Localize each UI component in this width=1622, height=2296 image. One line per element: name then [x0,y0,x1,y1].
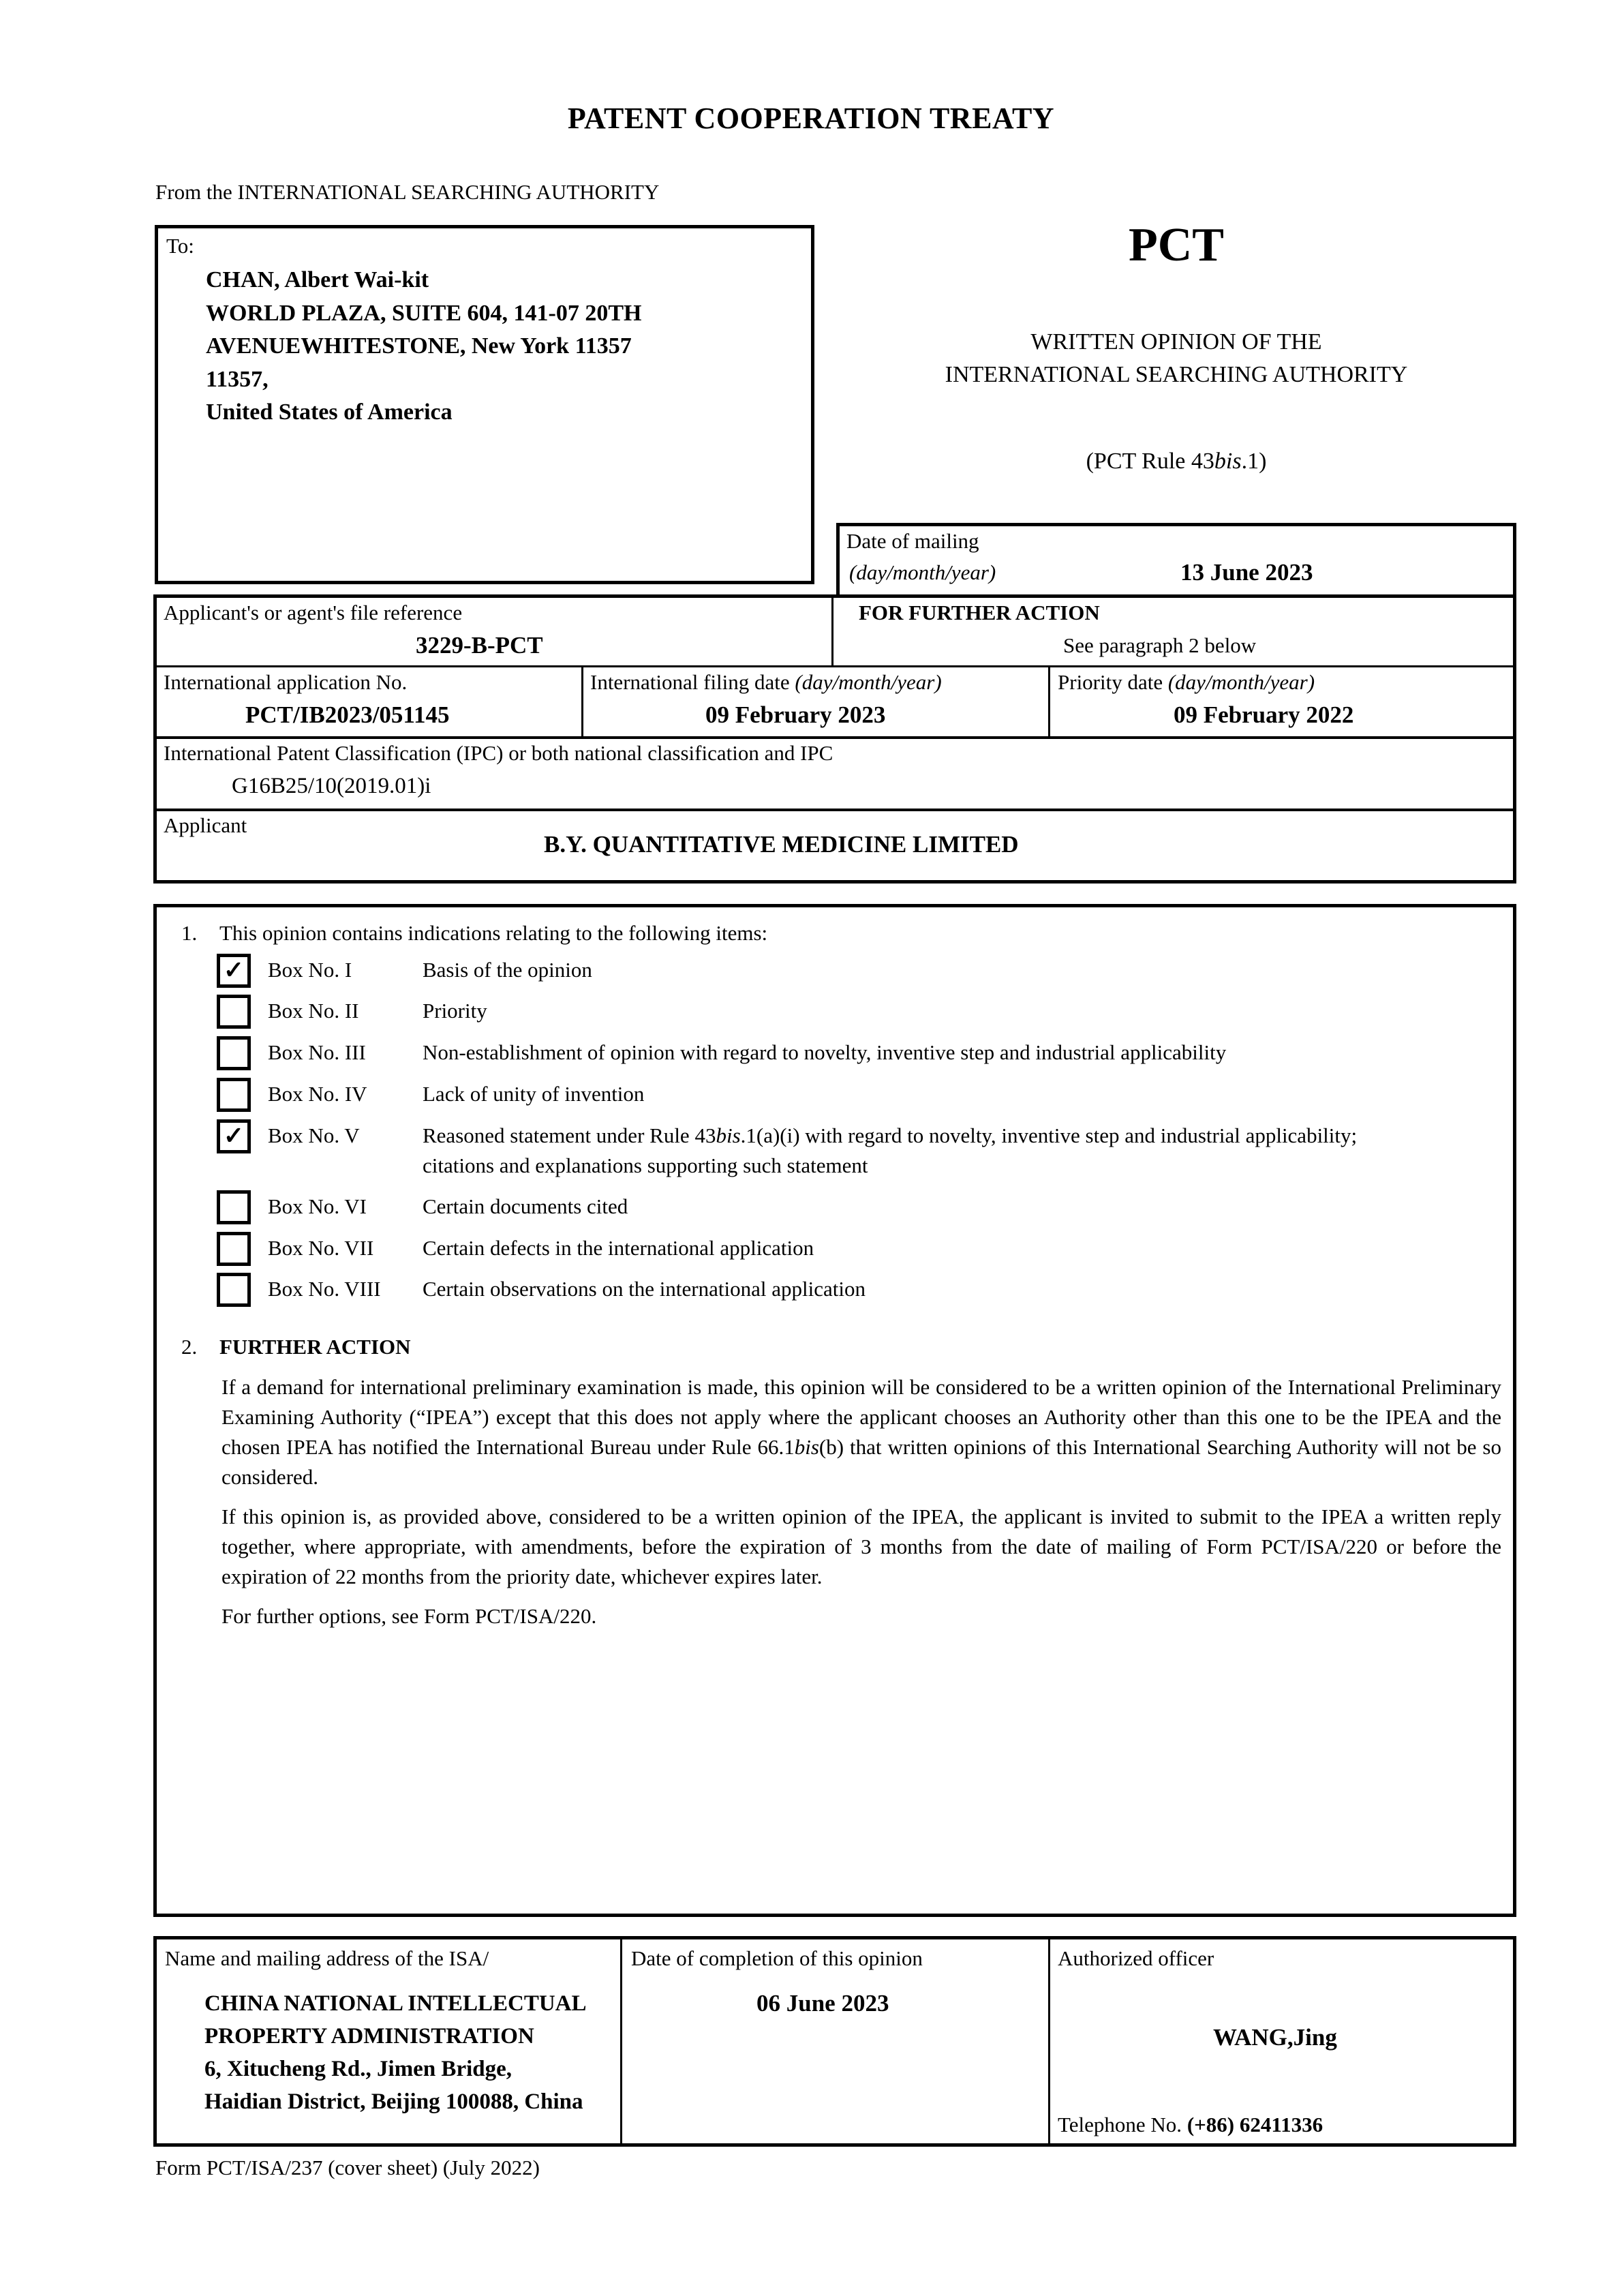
telephone [1058,2113,1323,2137]
checkbox-box-iv[interactable] [217,1078,251,1112]
ipc-label: International Patent Classification (IPC) or both national classification and IPC [164,741,833,765]
desc-suffix: .1(a)(i) with regard to novelty, inventive step and industrial applicability; [740,1123,1358,1147]
date-of-mailing-label: Date of mailing [846,529,979,553]
title-line-1: WRITTEN OPINION OF THE [1030,329,1322,354]
date-of-mailing-value: 13 June 2023 [1180,559,1313,586]
address-line: WORLD PLAZA, SUITE 604, 141-07 20TH [206,300,642,326]
checkbox-box-ii[interactable] [217,995,251,1029]
address-line: United States of America [206,399,453,425]
to-label: To: [166,234,194,258]
recipient-address-box [155,225,814,584]
authorized-officer-label: Authorized officer [1058,1946,1214,1970]
application-number-label: International application No. [164,670,408,694]
box-description [423,1121,1499,1181]
priority-date-value: 09 February 2022 [1174,701,1354,728]
desc-italic: bis [716,1123,741,1147]
divider [620,1936,622,2147]
rule-reference [836,449,1516,474]
date-of-mailing-box [836,523,1516,596]
box-no-label: Box No. VII [268,1236,374,1260]
address-line: 11357, [206,366,269,392]
pct-heading: PCT [1129,219,1224,271]
checkbox-box-i[interactable] [217,954,251,988]
further-action-label: FOR FURTHER ACTION [859,601,1100,624]
divider [157,736,1513,739]
divider [1048,666,1050,737]
authorized-officer-name: WANG,Jing [1213,2024,1337,2051]
divider [157,809,1513,811]
section-2-number: 2. [181,1335,198,1359]
box-no-label: Box No. VIII [268,1277,381,1301]
rule-suffix: .1) [1241,449,1267,474]
document-title: PATENT COOPERATION TREATY [567,102,1055,135]
form-caption: Form PCT/ISA/237 (cover sheet) (July 2022) [155,2156,540,2179]
box-description: Certain observations on the international application [423,1277,866,1301]
further-action-heading: FURTHER ACTION [219,1335,411,1359]
filing-date-value: 09 February 2023 [705,701,886,728]
isa-address [204,1987,587,2118]
priority-format: (day/month/year) [1167,670,1315,694]
written-opinion-title [836,326,1516,391]
opinion-contents-box [153,904,1516,1917]
from-authority: From the INTERNATIONAL SEARCHING AUTHORITY [155,180,660,204]
telephone-label: Telephone No. [1058,2113,1187,2136]
box-no-label: Box No. III [268,1040,366,1064]
para1-italic: bis [794,1435,819,1459]
divider [157,665,1513,667]
completion-date-label: Date of completion of this opinion [631,1946,923,1970]
date-format-label: (day/month/year) [849,560,996,584]
box-no-label: Box No. V [268,1123,360,1147]
check-icon: ✓ [223,1122,245,1149]
box-description: Non-establishment of opinion with regard to novelty, inventive step and industrial applicability [423,1040,1227,1064]
priority-date-label [1058,670,1315,695]
further-action-paragraph-3: For further options, see Form PCT/ISA/220. [221,1604,597,1628]
divider [1048,1936,1050,2147]
para1-text-a: If a demand for international preliminary examination is made, this opinion will be considered to be a written opinion of the International Preliminary Examining Authority (“IPEA”) except that this does not apply where the applicant chooses an Authority other than this one to be the IPEA and the chosen IPEA has notified the International Bureau under Rule 66.1 [221,1375,1501,1459]
box-no-label: Box No. IV [268,1082,367,1106]
box-description: Certain defects in the international application [423,1236,814,1260]
box-description: Basis of the opinion [423,958,592,982]
address-line: AVENUEWHITESTONE, New York 11357 [206,333,632,359]
check-icon: ✓ [223,956,245,984]
filing-label-text: International filing date [590,670,795,694]
desc-line-2: citations and explanations supporting such statement [423,1153,868,1177]
filing-format: (day/month/year) [795,670,942,694]
ipc-value: G16B25/10(2019.01)i [232,774,431,798]
file-reference-label: Applicant's or agent's file reference [164,601,463,624]
rule-prefix: (PCT Rule 43 [1086,449,1214,474]
application-info-table [153,594,1516,883]
checkbox-box-iii[interactable] [217,1036,251,1070]
box-no-label: Box No. II [268,999,359,1023]
further-action-note: See paragraph 2 below [1063,633,1257,657]
checkbox-box-v[interactable] [217,1119,251,1153]
para1-text-b: (b) that written opinions of this International Searching Authority will not be so considered. [221,1435,1501,1489]
box-no-label: Box No. VI [268,1194,367,1218]
telephone-value: (+86) 62411336 [1187,2113,1323,2136]
box-no-label: Box No. I [268,958,352,982]
box-description: Certain documents cited [423,1194,628,1218]
applicant-value: B.Y. QUANTITATIVE MEDICINE LIMITED [544,831,1019,858]
file-reference-value: 3229-B-PCT [416,632,543,659]
checkbox-box-vii[interactable] [217,1232,251,1266]
rule-italic: bis [1214,449,1242,474]
application-number-value: PCT/IB2023/051145 [245,701,450,728]
applicant-label: Applicant [164,813,247,837]
filing-date-label [590,670,942,695]
isa-address-line: PROPERTY ADMINISTRATION [204,2024,534,2049]
isa-address-line: Haidian District, Beijing 100088, China [204,2089,583,2114]
isa-address-line: 6, Xitucheng Rd., Jimen Bridge, [204,2057,512,2081]
recipient-address [206,264,641,429]
checkbox-box-vi[interactable] [217,1190,251,1224]
checkbox-box-viii[interactable] [217,1273,251,1307]
divider [831,594,833,667]
priority-label-text: Priority date [1058,670,1168,694]
box-description: Lack of unity of invention [423,1082,645,1106]
desc-prefix: Reasoned statement under Rule 43 [423,1123,716,1147]
further-action-paragraph-2: If this opinion is, as provided above, considered to be a written opinion of the IPEA, the applicant is invited to submit to the IPEA a written reply together, where appropriate, with amendments, before the expiration of 3 months from the date of mailing of Form PCT/ISA/220 or before the expiration of 22 months from the priority date, whichever expires later. [221,1505,1501,1588]
authority-footer-table [153,1936,1516,2147]
box-description: Priority [423,999,487,1023]
address-line: CHAN, Albert Wai-kit [206,267,429,292]
isa-address-label: Name and mailing address of the ISA/ [165,1946,489,1970]
further-action-paragraph-1 [221,1372,1501,1492]
section-1-number: 1. [181,921,198,945]
section-1-intro: This opinion contains indications relating to the following items: [219,921,768,945]
completion-date-value: 06 June 2023 [756,1990,889,2016]
isa-address-line: CHINA NATIONAL INTELLECTUAL [204,1991,587,2016]
title-line-2: INTERNATIONAL SEARCHING AUTHORITY [945,362,1408,387]
divider [581,666,583,737]
